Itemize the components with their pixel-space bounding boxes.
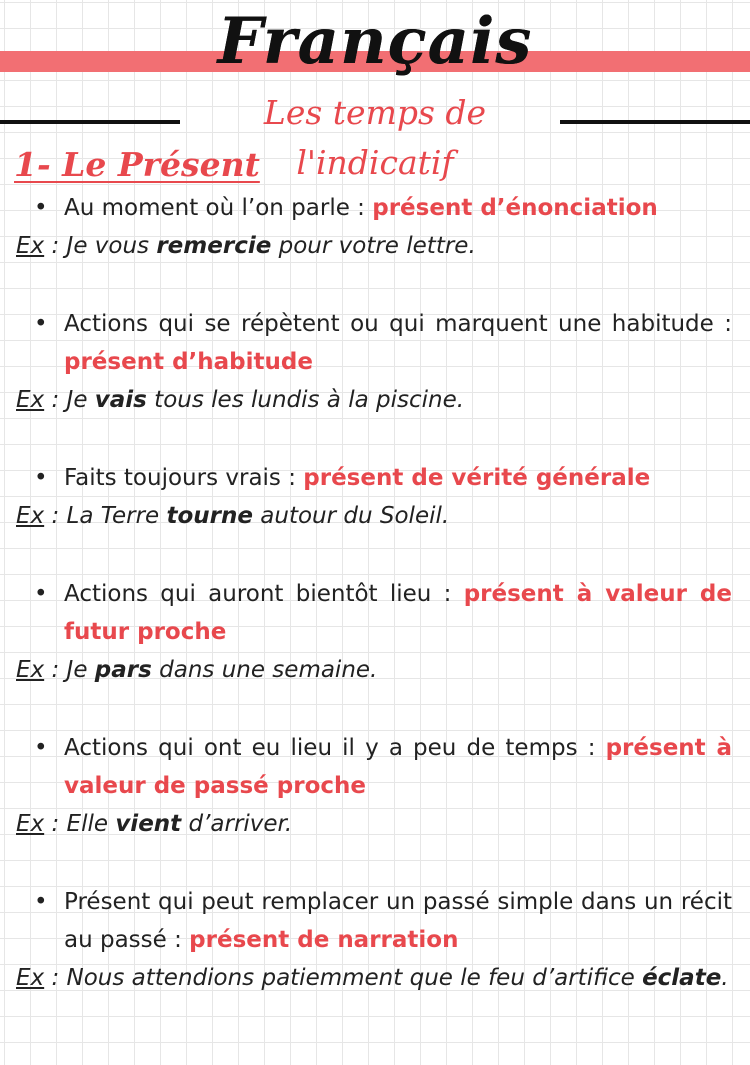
example-verb: vais <box>94 387 147 413</box>
example-text-post: dans une semaine. <box>151 657 378 683</box>
example-verb: pars <box>94 657 152 683</box>
example-text-pre: Nous attendions patiemment que le feu d’artifice <box>66 965 643 991</box>
list-item <box>0 459 750 536</box>
example-text-post: pour votre lettre. <box>271 233 476 259</box>
bullet-text: Actions qui ont eu lieu il y a peu de temps : <box>64 735 606 761</box>
content-list <box>0 189 750 1037</box>
tense-label: présent à valeur de passé proche <box>64 735 733 799</box>
example-text-post: autour du Soleil. <box>252 503 450 529</box>
bullet-point <box>0 305 750 381</box>
list-item <box>0 729 750 844</box>
tense-label: présent d’énonciation <box>372 195 658 221</box>
example-sep: : <box>44 233 67 259</box>
bullet-point <box>0 883 750 959</box>
example-label: Ex <box>16 811 45 837</box>
example-text-pre: Elle <box>66 811 116 837</box>
example <box>0 381 750 420</box>
example-sep: : <box>44 503 67 529</box>
divider-left <box>0 120 180 124</box>
tense-label: présent à valeur de futur proche <box>64 581 732 645</box>
bullet-text: Au moment où l’on parle : <box>64 195 373 221</box>
example-verb: vient <box>115 811 182 837</box>
example <box>0 651 750 690</box>
tense-label: présent de narration <box>189 927 459 953</box>
list-item <box>0 189 750 266</box>
example-label: Ex <box>16 503 45 529</box>
example-label: Ex <box>16 233 45 259</box>
example <box>0 805 750 844</box>
list-item <box>0 575 750 690</box>
example-text-post: . <box>721 965 729 991</box>
example-text-pre: La Terre <box>66 503 167 529</box>
example-text-post: d’arriver. <box>181 811 293 837</box>
example <box>0 497 750 536</box>
page-subtitle: Les temps de l'indicatif <box>263 93 487 182</box>
example-text-pre: Je <box>66 387 95 413</box>
example-verb: tourne <box>166 503 253 529</box>
list-item <box>0 305 750 420</box>
bullet-point <box>0 189 750 227</box>
bullet-text: Actions qui se répètent ou qui marquent une habitude : <box>64 311 732 337</box>
example-sep: : <box>44 965 67 991</box>
section-title: 1- Le Présent <box>14 145 260 184</box>
bullet-point <box>0 459 750 497</box>
example <box>0 959 750 998</box>
example-text-post: tous les lundis à la piscine. <box>146 387 465 413</box>
bullet-point <box>0 575 750 651</box>
example <box>0 227 750 266</box>
bullet-point <box>0 729 750 805</box>
list-item <box>0 883 750 998</box>
bullet-text: Actions qui auront bientôt lieu : <box>64 581 464 607</box>
example-text-pre: Je <box>66 657 95 683</box>
tense-label: présent d’habitude <box>64 349 313 375</box>
divider-right <box>560 120 750 124</box>
tense-label: présent de vérité générale <box>303 465 651 491</box>
example-label: Ex <box>16 657 45 683</box>
bullet-text: Présent qui peut remplacer un passé simple dans un récit au passé : <box>64 889 732 953</box>
example-sep: : <box>44 657 67 683</box>
example-label: Ex <box>16 387 45 413</box>
bullet-text: Faits toujours vrais : <box>64 465 304 491</box>
example-sep: : <box>44 811 67 837</box>
example-label: Ex <box>16 965 45 991</box>
example-text-pre: Je vous <box>66 233 157 259</box>
example-sep: : <box>44 387 67 413</box>
example-verb: éclate <box>642 965 722 991</box>
example-verb: remercie <box>156 233 272 259</box>
page-title: Français <box>217 4 533 79</box>
